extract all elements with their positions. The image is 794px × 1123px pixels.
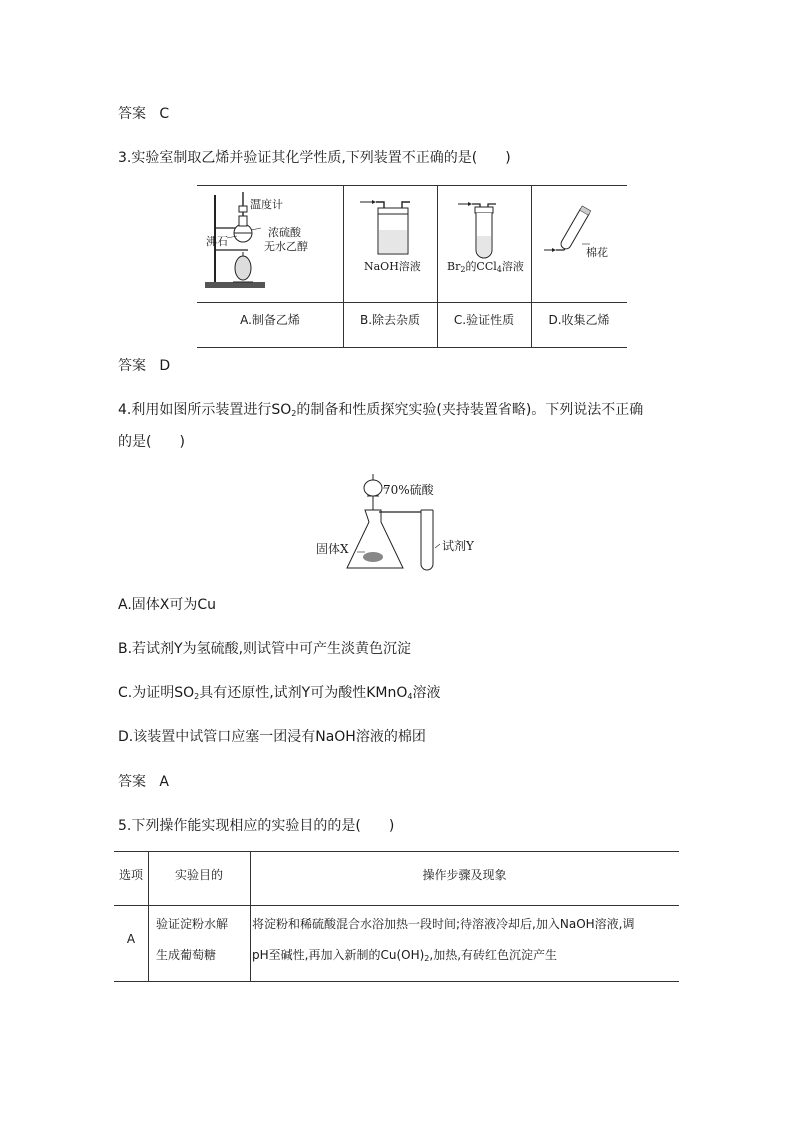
opt-part: 具有还原性,试剂Y可为酸性KMnO [199,685,408,701]
opt-part: C.为证明SO [118,685,195,701]
answer-line [118,355,170,375]
row-a-purpose-line2: 生成葡萄糖 [156,948,217,962]
q4-option-d: D.该装置中试管口应塞一团浸有NaOH溶液的棉团 [118,729,426,745]
label-thermometer: 温度计 [250,198,283,211]
label-anhydrous-ethanol: 无水乙醇 [264,240,308,253]
answer-label: 答案 [118,106,146,122]
solution-text: 溶液 [501,260,524,273]
bromine-test-tube [456,192,516,262]
br2-sub: 2 [460,265,466,274]
br2-text: Br [447,260,461,273]
answer-label: 答案 [118,358,146,374]
label-conc-sulfuric-acid: 浓硫酸 [268,226,301,239]
so2-sub: 2 [291,409,297,418]
label-boiling-stone: 沸石 [206,235,228,248]
label-70-sulfuric-acid: 70%硫酸 [383,483,434,497]
q4-option-b: B.若试剂Y为氢硫酸,则试管中可产生淡黄色沉淀 [118,641,412,657]
label-cotton: 棉花 [586,246,608,259]
steps-part: pH至碱性,再加入新制的Cu(OH) [252,948,425,962]
answer-value: A [159,774,169,790]
row-a-option: A [126,932,136,946]
cuoh2-sub: 2 [424,954,430,963]
opt-part: 溶液 [412,685,441,701]
label-solid-x: 固体X [316,542,349,556]
q4-option-a: A.固体X可为Cu [118,597,217,613]
question-4-stem-line1 [118,399,643,419]
answer-line [118,103,169,123]
option-d-label: D.收集乙烯 [548,313,610,327]
answer-value: C [159,106,170,122]
header-option: 选项 [118,868,143,882]
ccl4-text: 的CCl [465,260,497,273]
so2-sub: 2 [194,692,200,701]
q4-option-c [118,682,440,702]
header-steps: 操作步骤及现象 [422,868,507,882]
row-a-steps-line2 [252,946,557,963]
option-b-label: B.除去杂质 [359,313,421,327]
question-5-stem: 5.下列操作能实现相应的实验目的的是( ) [118,818,395,834]
label-naoh-solution: NaOH溶液 [364,260,421,273]
question-3-stem: 3.实验室制取乙烯并验证其化学性质,下列装置不正确的是( ) [118,150,511,166]
option-a-label: A.制备乙烯 [240,313,300,327]
row-a-purpose-line1: 验证淀粉水解 [156,917,229,931]
stem-part: 4.利用如图所示装置进行SO [118,402,292,418]
gas-washing-bottle [358,192,428,262]
answer-value: D [159,358,171,374]
kmno4-sub: 4 [407,692,413,701]
steps-part: ,加热,有砖红色沉淀产生 [429,948,558,962]
row-a-steps-line1: 将淀粉和稀硫酸混合水浴加热一段时间;待溶液冷却后,加入NaOH溶液,调 [252,917,635,931]
stem-part: 的制备和性质探究实验(夹持装置省略)。下列说法不正确 [296,402,644,418]
question-4-stem-line2: 的是( ) [118,434,185,450]
answer-line [118,771,169,791]
label-reagent-y: 试剂Y [442,539,474,553]
header-purpose: 实验目的 [174,868,223,882]
ccl4-sub: 4 [496,265,502,274]
label-br2-ccl4 [447,258,524,274]
answer-label: 答案 [118,774,146,790]
option-c-label: C.验证性质 [453,313,515,327]
